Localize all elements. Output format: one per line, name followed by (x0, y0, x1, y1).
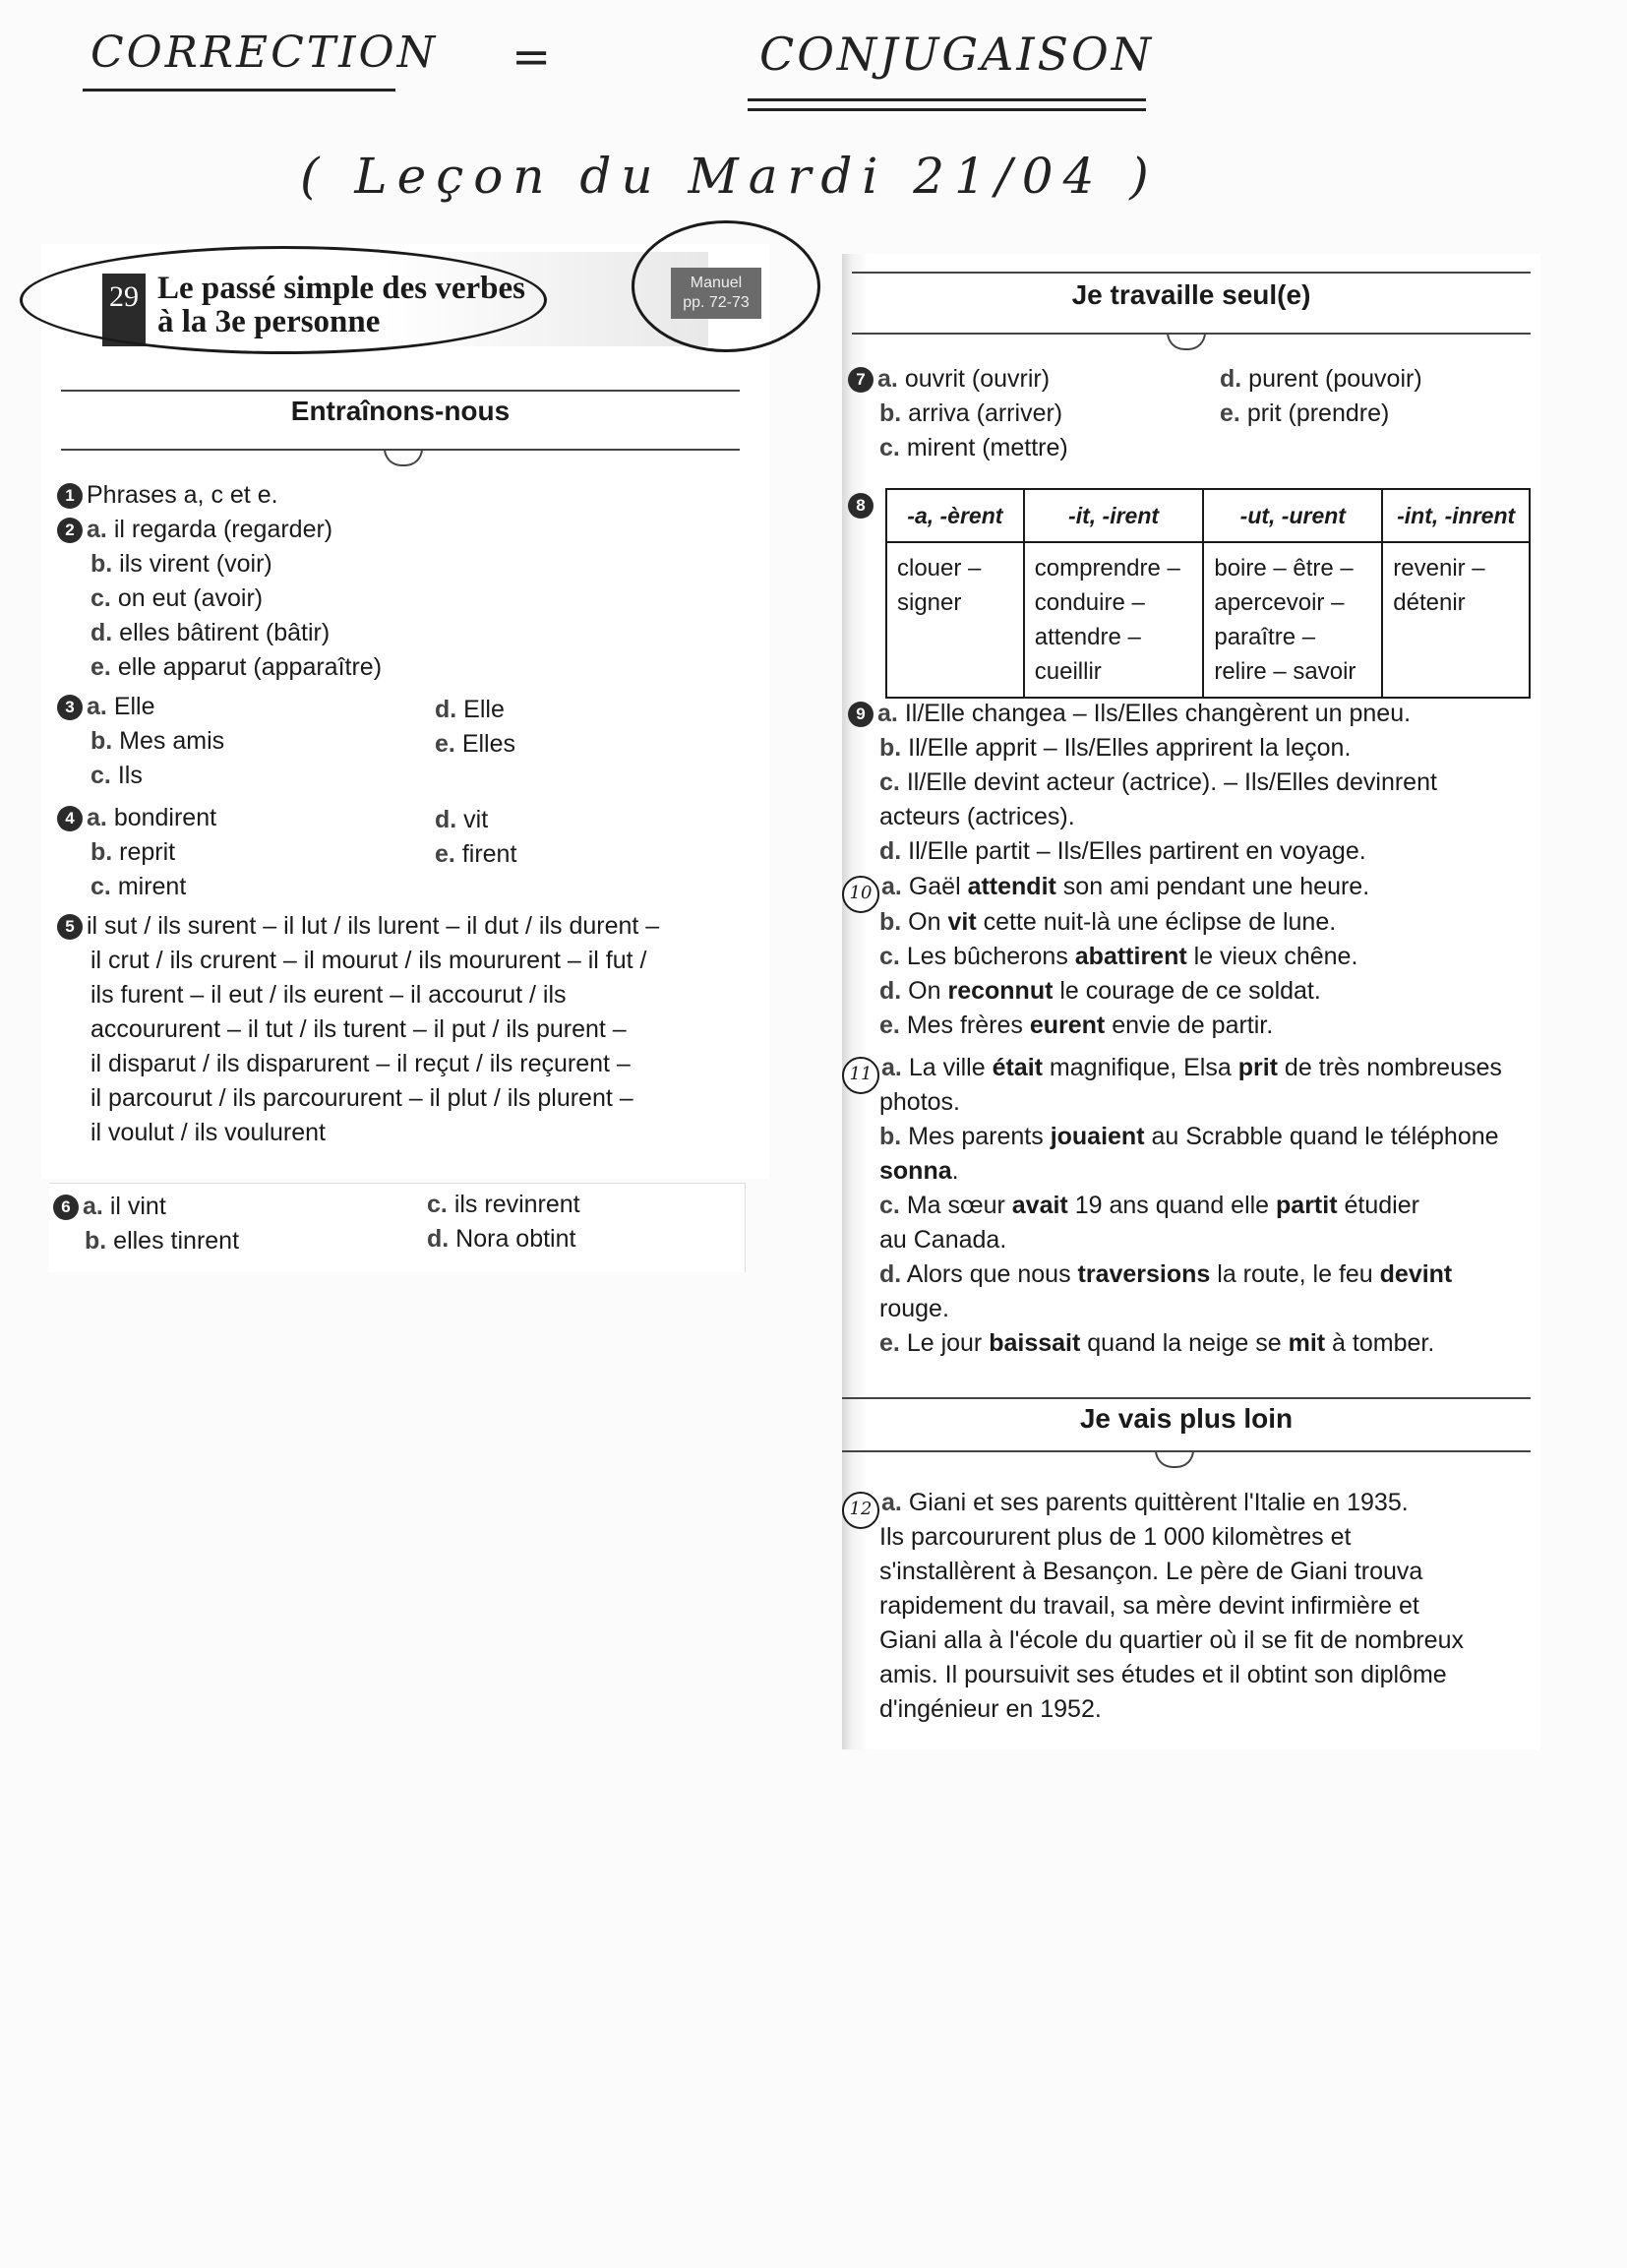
section-notch (384, 449, 423, 466)
exercise-5-line: il crut / ils crurent – il mourut / ils moururent – il fut / (90, 947, 647, 974)
answer-text: Phrases a, c et e. (87, 481, 278, 509)
cell-line: apercevoir – (1214, 589, 1345, 616)
exercise-11-d-cont: rouge. (879, 1295, 949, 1322)
highlighted-verb: traversions (1077, 1260, 1211, 1288)
title-underline (748, 98, 1146, 101)
exercise-12-line: Giani alla à l'école du quartier où il se fit de nombreux (879, 1626, 1464, 1654)
item-letter: d. (427, 1225, 450, 1253)
item-letter: e. (435, 840, 455, 868)
exercise-number-badge: 4 (57, 806, 83, 831)
exercise-9-b (879, 733, 1351, 763)
highlighted-verb: mit (1288, 1329, 1326, 1357)
answer-text: elles tinrent (113, 1227, 240, 1255)
highlighted-verb: devint (1379, 1260, 1453, 1288)
exercise-5-line: ils furent – il eut / ils eurent – il accourut / ils (90, 981, 567, 1009)
cell-line: comprendre – (1034, 555, 1180, 582)
answer-text: elles bâtirent (bâtir) (119, 619, 331, 646)
exercise-12-line: s'installèrent à Besançon. Le père de Giani trouva (879, 1558, 1423, 1585)
exercise-3-c (90, 761, 143, 790)
item-letter: e. (879, 1329, 900, 1357)
exercise-7-a (848, 364, 1050, 394)
answer-text: Mes amis (119, 727, 225, 755)
item-letter: a. (87, 693, 107, 720)
answer-text: purent (pouvoir) (1248, 365, 1422, 393)
exercise-6-c (427, 1190, 580, 1219)
item-letter: d. (879, 837, 902, 865)
item-letter: e. (1220, 399, 1240, 427)
item-letter: a. (881, 1054, 902, 1081)
answer-text: prit (prendre) (1246, 399, 1390, 427)
answer-text: mirent (mettre) (906, 434, 1068, 461)
highlighted-verb: eurent (1029, 1011, 1106, 1039)
exercise-11-c-cont: au Canada. (879, 1226, 1007, 1254)
item-letter: c. (90, 873, 111, 900)
answer-text: bondirent (113, 804, 217, 831)
cell-line: conduire – (1034, 589, 1145, 616)
table-cell (1203, 542, 1382, 698)
handwritten-equals: = (512, 30, 555, 85)
exercise-number-handwritten: 11 (842, 1057, 879, 1094)
exercise-10-b (879, 907, 1336, 937)
answer-text: ouvrit (ouvrir) (904, 365, 1051, 393)
answer-text: Il/Elle apprit – Ils/Elles apprirent la leçon. (908, 734, 1352, 762)
exercise-12-line: rapidement du travail, sa mère devint infirmière et (879, 1592, 1419, 1620)
highlighted-verb: abattirent (1074, 943, 1187, 970)
item-letter: c. (90, 762, 111, 789)
table-cell (1024, 542, 1204, 698)
answer-text: cette nuit-là une éclipse de lune. (976, 908, 1337, 936)
cell-line: détenir (1393, 589, 1466, 616)
item-letter: d. (435, 806, 457, 833)
highlighted-verb: partit (1276, 1192, 1338, 1219)
item-letter: b. (85, 1227, 107, 1255)
answer-text: 19 ans quand elle (1067, 1192, 1277, 1219)
item-letter: c. (90, 584, 111, 612)
answer-text: elle apparut (apparaître) (117, 653, 383, 681)
answer-text: le courage de ce soldat. (1053, 977, 1321, 1005)
exercise-9-c (879, 767, 1437, 797)
answer-text: il sut / ils surent – il lut / ils lurent – il dut / ils durent – (87, 912, 660, 940)
cell-line: cueillir (1034, 658, 1102, 685)
cell-line: signer (897, 589, 962, 616)
item-letter: b. (879, 908, 902, 936)
item-letter: a. (877, 700, 898, 727)
highlighted-verb: sonna (879, 1157, 952, 1185)
exercise-3-d (435, 695, 505, 724)
left-answer-sheet (41, 244, 769, 1179)
exercise-7-d (1220, 364, 1422, 394)
exercise-1 (57, 480, 278, 510)
exercise-5-line (57, 911, 659, 941)
exercise-5-line: accoururent – il tut / ils turent – il put / ils purent – (90, 1015, 627, 1043)
item-letter: e. (90, 653, 111, 681)
exercise-12-line: amis. Il poursuivit ses études et il obtint son diplôme (879, 1661, 1447, 1688)
exercise-number-badge: 6 (53, 1195, 79, 1220)
exercise-4-a (57, 803, 216, 832)
item-letter: a. (881, 873, 902, 900)
cell-line: attendre – (1034, 624, 1141, 650)
exercise-10-e (879, 1011, 1273, 1040)
exercise-11-a-cont: photos. (879, 1088, 961, 1116)
answer-text: On (908, 908, 948, 936)
handwritten-lesson-date: ( Leçon du Mardi 21/04 ) (300, 148, 1159, 205)
item-letter: d. (879, 1260, 902, 1288)
exercise-2-b (90, 549, 272, 579)
table-header: -a, -èrent (886, 489, 1024, 542)
item-letter: c. (427, 1191, 448, 1218)
item-letter: d. (879, 977, 902, 1005)
answer-text: ils revinrent (453, 1191, 580, 1218)
section-notch (1155, 1450, 1194, 1468)
exercise-number-badge: 8 (848, 493, 874, 519)
answer-text: Mes frères (906, 1011, 1030, 1039)
exercise-5-line: il parcourut / ils parcoururent – il plut / ils plurent – (90, 1084, 633, 1112)
section-rule (842, 1397, 1531, 1399)
exercise-number-badge: 9 (848, 702, 874, 727)
handwritten-title-correction: CORRECTION (90, 28, 439, 78)
cell-line: boire – être – (1214, 555, 1354, 582)
section-title-travaille-seul: Je travaille seul(e) (1071, 279, 1311, 310)
exercise-11-b-cont: sonna. (879, 1157, 959, 1185)
answer-text: arriva (arriver) (908, 399, 1063, 427)
section-notch (1167, 333, 1206, 350)
exercise-number-handwritten: 12 (842, 1492, 879, 1529)
title-underline (748, 108, 1146, 111)
cell-line: relire – savoir (1214, 658, 1356, 685)
section-title-vais-plus-loin: Je vais plus loin (1079, 1403, 1294, 1434)
answer-text: Nora obtint (455, 1225, 576, 1253)
item-letter: c. (879, 768, 900, 796)
item-letter: c. (879, 434, 900, 461)
answer-text: de très nombreuses (1277, 1054, 1502, 1081)
answer-text: On (908, 977, 948, 1005)
right-answer-sheet (842, 254, 1540, 1749)
answer-text: Les bûcherons (906, 943, 1075, 970)
exercise-number-badge: 1 (57, 483, 83, 509)
item-letter: d. (435, 696, 457, 723)
highlighted-verb: était (992, 1054, 1043, 1081)
item-letter: c. (879, 943, 900, 970)
exercise-3-b (90, 726, 224, 756)
answer-text: Elle (113, 693, 155, 720)
hand-drawn-circle (632, 220, 820, 352)
item-letter: e. (879, 1011, 900, 1039)
highlighted-verb: baissait (989, 1329, 1081, 1357)
item-letter: b. (90, 838, 113, 866)
item-letter: b. (879, 399, 902, 427)
answer-text: Il/Elle devint acteur (actrice). – Ils/Elles devinrent (906, 768, 1437, 796)
answer-text: magnifique, Elsa (1042, 1054, 1238, 1081)
exercise-7-b (879, 398, 1062, 428)
answer-text: mirent (117, 873, 187, 900)
answer-text: Gaël (908, 873, 968, 900)
answer-text: on eut (avoir) (117, 584, 264, 612)
exercise-12-line: d'ingénieur en 1952. (879, 1695, 1102, 1723)
answer-text: Il/Elle partit – Ils/Elles partirent en voyage. (908, 837, 1366, 865)
exercise-number-badge: 3 (57, 695, 83, 720)
cell-line: paraître – (1214, 624, 1316, 650)
exercise-4-b (90, 837, 175, 867)
handwritten-title-conjugaison: CONJUGAISON (759, 28, 1154, 81)
manual-label: Manuel (690, 275, 743, 291)
item-letter: d. (1220, 365, 1242, 393)
exercise-7-e (1220, 398, 1389, 428)
answer-text: Ils (117, 762, 143, 789)
answer-text: Mes parents (908, 1123, 1051, 1150)
exercise-3-a (57, 692, 155, 721)
exercise-7-c (879, 433, 1068, 462)
exercise-2-e (90, 652, 382, 682)
item-letter: b. (90, 727, 113, 755)
item-letter: a. (87, 804, 107, 831)
cell-line: clouer – (897, 555, 982, 582)
highlighted-verb: vit (947, 908, 977, 936)
answer-text: son ami pendant une heure. (1055, 873, 1370, 900)
left-answer-sheet-continued (49, 1183, 746, 1272)
answer-text: Le jour (906, 1329, 990, 1357)
highlighted-verb: attendit (967, 873, 1056, 900)
title-underline (83, 89, 395, 92)
exercise-6-a (53, 1192, 166, 1221)
manual-pages: pp. 72-73 (683, 294, 750, 311)
chapter-number: 29 (102, 274, 146, 346)
exercise-8 (848, 490, 877, 520)
answer-text: La ville (908, 1054, 993, 1081)
exercise-11-b (879, 1122, 1499, 1151)
exercise-6-d (427, 1224, 575, 1254)
answer-text: Ma sœur (906, 1192, 1012, 1219)
highlighted-verb: avait (1011, 1192, 1068, 1219)
exercise-12-line: Ils parcoururent plus de 1 000 kilomètres et (879, 1523, 1352, 1551)
cell-line: revenir – (1393, 555, 1485, 582)
item-letter: c. (879, 1192, 900, 1219)
answer-text: Elles (461, 730, 515, 758)
answer-text: firent (461, 840, 517, 868)
answer-text: ils virent (voir) (119, 550, 272, 578)
table-cell (1382, 542, 1530, 698)
table-cell (886, 542, 1024, 698)
table-header-row (886, 489, 1530, 542)
section-title-entrainons: Entraînons-nous (290, 396, 511, 426)
answer-text: vit (463, 806, 489, 833)
item-letter: a. (87, 516, 107, 543)
item-letter: b. (879, 1123, 902, 1150)
exercise-2-c (90, 583, 263, 613)
exercise-9-a (848, 699, 1411, 728)
exercise-11-c (879, 1191, 1419, 1220)
answer-text: Elle (463, 696, 505, 723)
highlighted-verb: jouaient (1050, 1123, 1145, 1150)
answer-text: il vint (109, 1193, 166, 1220)
answer-text: Giani et ses parents quittèrent l'Italie en 1935. (908, 1489, 1409, 1516)
item-letter: b. (90, 550, 113, 578)
exercise-11-e (879, 1328, 1434, 1358)
answer-text: le vieux chêne. (1186, 943, 1358, 970)
exercise-3-e (435, 729, 515, 759)
highlighted-verb: reconnut (947, 977, 1054, 1005)
table-header: -ut, -urent (1203, 489, 1382, 542)
item-letter: e. (435, 730, 455, 758)
section-rule (852, 272, 1531, 274)
answer-text: étudier (1337, 1192, 1419, 1219)
item-letter: a. (881, 1489, 902, 1516)
exercise-2-d (90, 618, 330, 647)
answer-text: Il/Elle changea – Ils/Elles changèrent un pneu. (904, 700, 1412, 727)
table-row (886, 542, 1530, 698)
table-header: -int, -inrent (1382, 489, 1530, 542)
item-letter: b. (879, 734, 902, 762)
answer-text: quand la neige se (1080, 1329, 1289, 1357)
chapter-title-line1: Le passé simple des verbes (157, 271, 525, 306)
answer-text: à tomber. (1325, 1329, 1435, 1357)
exercise-4-d (435, 805, 488, 834)
item-letter: a. (877, 365, 898, 393)
answer-text: il regarda (regarder) (113, 516, 333, 543)
chapter-title-line2: à la 3e personne (157, 304, 381, 339)
exercise-number-badge: 7 (848, 367, 874, 393)
exercise-number-badge: 5 (57, 914, 83, 940)
answer-text: reprit (119, 838, 176, 866)
answer-text: Alors que nous (906, 1260, 1078, 1288)
exercise-4-c (90, 872, 186, 901)
exercise-6-b (85, 1226, 239, 1256)
exercise-5-line: il disparut / ils disparurent – il reçut / ils reçurent – (90, 1050, 631, 1077)
exercise-5-line: il voulut / ils voulurent (90, 1119, 327, 1146)
exercise-number-handwritten: 10 (842, 876, 879, 913)
exercise-11-d (879, 1259, 1452, 1289)
item-letter: d. (90, 619, 113, 646)
table-header: -it, -irent (1024, 489, 1204, 542)
exercise-2-a (57, 515, 332, 544)
exercise-number-badge: 2 (57, 518, 83, 543)
highlighted-verb: prit (1237, 1054, 1278, 1081)
hand-drawn-circle (20, 246, 547, 354)
exercise-9-c-cont: acteurs (actrices). (879, 803, 1075, 830)
conjugation-table (885, 488, 1531, 699)
item-letter: a. (83, 1193, 103, 1220)
exercise-9-d (879, 836, 1366, 866)
answer-text: envie de partir. (1105, 1011, 1274, 1039)
exercise-4-e (435, 839, 516, 869)
exercise-10-c (879, 942, 1357, 971)
answer-text: au Scrabble quand le téléphone (1144, 1123, 1499, 1150)
section-rule (61, 390, 740, 392)
answer-text: la route, le feu (1210, 1260, 1380, 1288)
exercise-10-d (879, 976, 1321, 1006)
